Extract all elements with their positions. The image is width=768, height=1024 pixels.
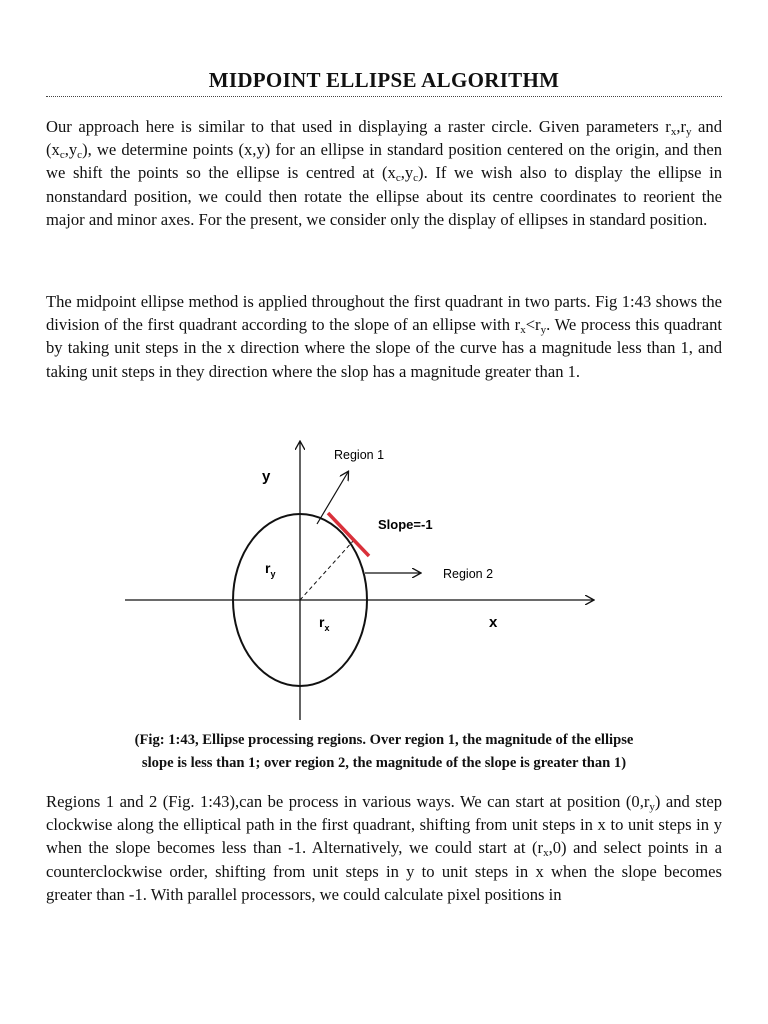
x-axis-label: x <box>489 614 498 631</box>
page-title: MIDPOINT ELLIPSE ALGORITHM <box>208 68 560 92</box>
caption-line-1: (Fig: 1:43, Ellipse processing regions. Over region 1, the magnitude of the ellipse <box>134 732 634 748</box>
ellipse-figure <box>120 430 600 725</box>
region2-label: Region 2 <box>443 567 494 581</box>
y-axis-label: y <box>262 468 271 485</box>
ry-label: $r_y$ <box>265 560 276 579</box>
caption-line-2: slope is less than 1; over region 2, the magnitude of the slope is greater than 1) <box>141 755 627 771</box>
radius-dashed-line <box>300 540 354 600</box>
rx-label: $r_x$ <box>319 614 330 633</box>
title-divider <box>46 96 722 97</box>
paragraph-intro: Our approach here is similar to that used in displaying a raster circle. Given parameters $r_x,r_y$ and $(x_c,y_c)$, we determine points (x,y) for an ellipse in standard position centered on the origin, and then we shift the points so the ellipse is centred at $(x_c,y_c)$. If we wish also to display the ellipse in nonstandard position, we could then rotate the ellipse about its centre coordinates to reorient the major and minor axes. For the present, we consider only the display of ellipses in standard position. <box>46 117 723 229</box>
figure-caption <box>46 729 722 775</box>
slope-tangent-line <box>328 513 369 556</box>
slope-label: Slope=-1 <box>378 517 433 532</box>
region1-label: Region 1 <box>334 448 385 462</box>
paragraph-regions: Regions 1 and 2 (Fig. 1:43),can be process in various ways. We can start at position $(0,r_y)$ and step clockwise along the elliptical path in the first quadrant, shifting from unit steps in x to unit steps in y when the slope becomes less than -1. Alternatively, we could start at $(r_x,0)$ and select points in a counterclockwise order, shifting from unit steps in y to unit steps in x when the slope becomes greater than -1. With parallel processors, we could calculate pixel positions in <box>46 792 722 904</box>
paragraph-method: The midpoint ellipse method is applied throughout the first quadrant in two parts. Fig 1:43 shows the division of the first quadrant according to the slope of an ellipse with $r_x<r_y$. We process this quadrant by taking unit steps in the x direction where the slope of the curve has a magnitude less than 1, and taking unit steps in they direction where the slop has a magnitude greater than 1. <box>46 292 722 381</box>
